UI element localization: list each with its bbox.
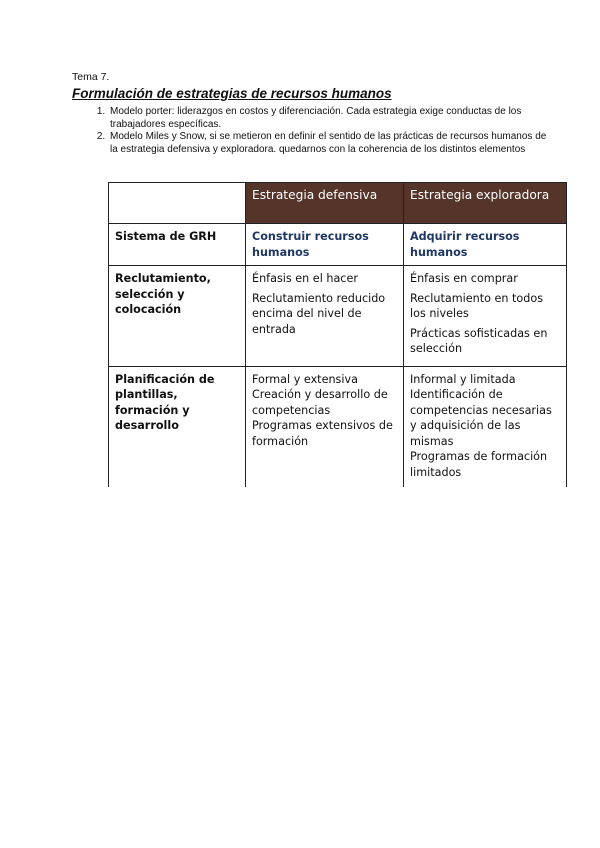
cell-exploradora — [404, 366, 567, 487]
row-label: Sistema de GRH — [109, 224, 246, 266]
header-empty-cell — [109, 183, 246, 224]
strategy-table — [108, 182, 567, 487]
cell-line: Énfasis en el hacer — [252, 272, 358, 285]
header-defensiva: Estrategia defensiva — [246, 183, 404, 224]
cell-line: Prácticas sofisticadas en selección — [410, 326, 548, 355]
cell-exploradora: Adquirir recursos humanos — [404, 224, 567, 266]
cell-defensiva — [246, 366, 404, 487]
cell-line: Reclutamiento reducido encima del nivel de entrada — [252, 291, 386, 336]
notes-list — [72, 106, 548, 156]
table-row — [109, 366, 567, 487]
table-header-row — [109, 183, 567, 224]
cell-line: Informal y limitada — [410, 372, 516, 386]
document-title: Formulación de estrategias de recursos humanos — [72, 86, 392, 101]
list-item: 2. Modelo Miles y Snow, si se metieron en definir el sentido de las prácticas de recursos humanos de la estrategia defensiva y exploradora. quedarnos con la coherencia de los distintos elementos — [108, 131, 548, 156]
cell-defensiva: Construir recursos humanos — [246, 224, 404, 266]
cell-line: Reclutamiento en todos los niveles — [410, 291, 544, 320]
cell-line: Programas de formación limitados — [410, 450, 548, 479]
list-item: 1. Modelo porter: liderazgos en costos y diferenciación. Cada estrategia exige conductas de los trabajadores específicas. — [108, 106, 548, 131]
row-label: Planificación de plantillas, formación y desarrollo — [109, 366, 246, 487]
cell-line: Énfasis en comprar — [410, 272, 518, 285]
cell-exploradora — [404, 266, 567, 367]
header-exploradora: Estrategia exploradora — [404, 183, 567, 224]
cell-line: Programas extensivos de formación — [252, 419, 393, 448]
cell-line: Identificación de competencias necesarias y adquisición de las mismas — [410, 388, 552, 448]
row-label: Reclutamiento, selección y colocación — [109, 266, 246, 367]
topic-heading: Tema 7. — [72, 71, 110, 83]
cell-line: Formal y extensiva — [252, 372, 358, 386]
table-row — [109, 266, 567, 367]
table-row — [109, 224, 567, 266]
cell-line: Creación y desarrollo de competencias — [252, 388, 388, 417]
cell-defensiva — [246, 266, 404, 367]
